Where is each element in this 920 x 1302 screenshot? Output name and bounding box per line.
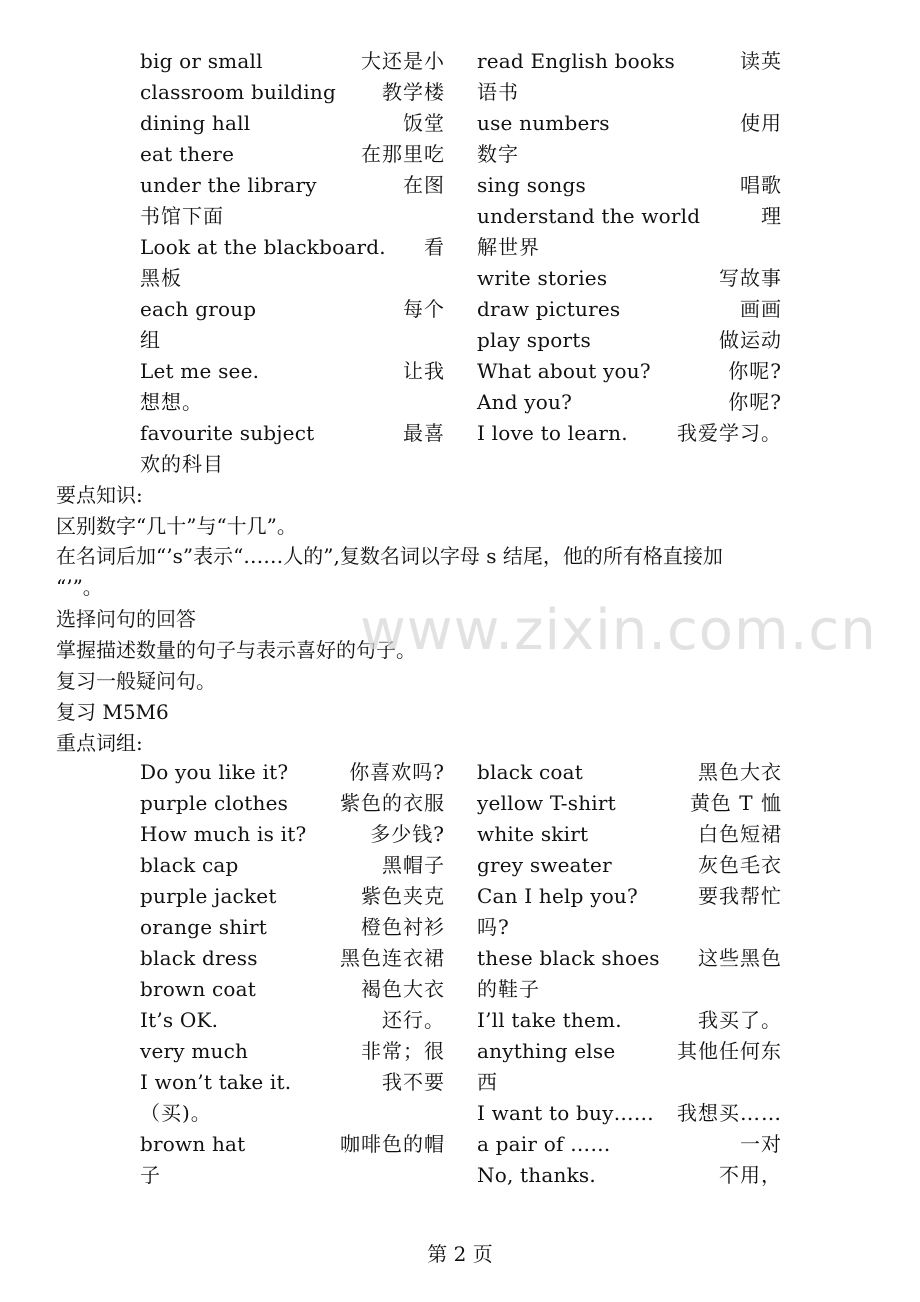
vocab-chinese: 还行。	[382, 1008, 445, 1032]
vocab-english: Look at the blackboard.	[140, 235, 386, 259]
vocab-chinese-continued: 的鞋子	[477, 977, 540, 1001]
vocab-english: sing songs	[477, 173, 586, 197]
vocab-chinese: 教学楼	[382, 80, 445, 104]
key-point-item: “’”。	[56, 575, 103, 599]
vocab-chinese: 非常；很	[361, 1039, 445, 1063]
vocab-row	[140, 139, 445, 170]
vocab-chinese: 多少钱?	[370, 822, 445, 846]
vocab-chinese: 在图	[403, 173, 445, 197]
vocab-english: classroom building	[140, 80, 336, 104]
vocab-row	[140, 356, 445, 387]
vocab-chinese: 黑帽子	[382, 853, 445, 877]
vocab-chinese: 黄色 T 恤	[689, 791, 782, 815]
vocab-chinese-continued: 西	[477, 1070, 498, 1094]
vocab-row	[477, 943, 782, 974]
watermark: www.zixin.com.cn	[360, 598, 877, 663]
vocab-chinese: 在那里吃	[361, 142, 445, 166]
vocab-english: play sports	[477, 328, 591, 352]
vocab-row	[477, 325, 782, 356]
vocab-row	[140, 1036, 445, 1067]
vocab-row	[140, 912, 445, 943]
vocab-chinese: 最喜	[403, 421, 445, 445]
vocab-row	[140, 1067, 445, 1098]
vocab-english: Can I help you?	[477, 884, 638, 908]
vocab-chinese: 每个	[403, 297, 445, 321]
vocab-english: I won’t take it.	[140, 1070, 292, 1094]
vocab-row	[140, 1005, 445, 1036]
vocab-chinese-continued: 解世界	[477, 235, 540, 259]
vocab-english: white skirt	[477, 822, 589, 846]
key-point-item: 在名词后加“’s”表示“……人的”,复数名词以字母 s 结尾，他的所有格直接加	[56, 544, 723, 568]
vocab-chinese: 我想买……	[677, 1101, 782, 1125]
vocab-row	[477, 170, 782, 201]
vocab-chinese: 褐色大衣	[361, 977, 445, 1001]
vocab-chinese: 紫色夹克	[361, 884, 445, 908]
vocab-row	[477, 1098, 782, 1129]
vocab-row	[140, 294, 445, 325]
vocab-row	[477, 201, 782, 232]
vocab-english: It’s OK.	[140, 1008, 219, 1032]
vocab-english: eat there	[140, 142, 235, 166]
vocab-english: big or small	[140, 49, 263, 73]
vocab-english: black coat	[477, 760, 584, 784]
vocab-chinese-continued: 想想。	[140, 390, 203, 414]
vocab-chinese: 我爱学习。	[677, 421, 782, 445]
vocab-chinese: 你喜欢吗?	[349, 760, 445, 784]
vocab-row	[140, 108, 445, 139]
vocab-chinese: 其他任何东	[677, 1039, 782, 1063]
vocab-row	[477, 1160, 782, 1191]
vocab-chinese: 不用，	[719, 1163, 782, 1187]
vocab-chinese-continued: （买)。	[140, 1101, 212, 1125]
vocab-chinese: 大还是小	[361, 49, 445, 73]
vocab-chinese-continued: 子	[140, 1163, 161, 1187]
vocab-english: purple jacket	[140, 884, 277, 908]
vocab-row	[140, 943, 445, 974]
vocab-english: Do you like it?	[140, 760, 289, 784]
key-points-title: 要点知识:	[56, 483, 143, 507]
key-point-item: 复习 M5M6	[56, 700, 169, 724]
vocab-english: I’ll take them.	[477, 1008, 622, 1032]
vocab-chinese: 白色短裙	[698, 822, 782, 846]
vocab-row	[140, 881, 445, 912]
vocab-chinese: 使用	[740, 111, 782, 135]
vocab-row	[477, 356, 782, 387]
vocab-english: under the library	[140, 173, 317, 197]
vocab-column-1-right	[477, 46, 782, 449]
vocab-chinese: 读英	[740, 49, 782, 73]
vocab-chinese: 看	[424, 235, 445, 259]
vocab-row	[140, 788, 445, 819]
key-point-item: 选择问句的回答	[56, 607, 196, 631]
page-number: 第 2 页	[427, 1242, 493, 1266]
vocab-english: these black shoes	[477, 946, 660, 970]
vocab-english: And you?	[477, 390, 573, 414]
vocab-row	[140, 77, 445, 108]
vocab-english: write stories	[477, 266, 608, 290]
vocab-english: a pair of ……	[477, 1132, 611, 1156]
vocab-row	[477, 46, 782, 77]
vocab-row	[477, 294, 782, 325]
vocab-chinese: 画画	[740, 297, 782, 321]
vocab-english: orange shirt	[140, 915, 267, 939]
vocab-english: anything else	[477, 1039, 616, 1063]
vocab-row	[140, 819, 445, 850]
vocab-row	[477, 1036, 782, 1067]
vocab-chinese: 你呢?	[728, 390, 782, 414]
vocab-row	[477, 1005, 782, 1036]
vocab-column-2-left	[140, 757, 445, 1191]
vocab-chinese: 橙色衬衫	[361, 915, 445, 939]
vocab-chinese: 你呢?	[728, 359, 782, 383]
vocab-row	[140, 1129, 445, 1160]
vocab-chinese: 要我帮忙	[698, 884, 782, 908]
vocab-chinese: 灰色毛衣	[698, 853, 782, 877]
vocab-chinese: 唱歌	[740, 173, 782, 197]
vocab-chinese-continued: 欢的科目	[140, 452, 224, 476]
vocab-chinese: 写故事	[719, 266, 782, 290]
vocab-chinese: 一对	[740, 1132, 782, 1156]
vocab-english: How much is it?	[140, 822, 307, 846]
vocab-row	[477, 881, 782, 912]
vocab-english: black dress	[140, 946, 258, 970]
vocab-english: grey sweater	[477, 853, 612, 877]
vocab-row	[477, 1129, 782, 1160]
vocab-chinese: 做运动	[719, 328, 782, 352]
vocab-row	[477, 757, 782, 788]
vocab-english: each group	[140, 297, 257, 321]
key-point-item: 掌握描述数量的句子与表示喜好的句子。	[56, 638, 416, 662]
vocab-chinese: 我买了。	[698, 1008, 782, 1032]
vocab-row	[477, 418, 782, 449]
vocab-chinese-continued: 组	[140, 328, 161, 352]
vocab-row	[140, 418, 445, 449]
vocab-english: use numbers	[477, 111, 610, 135]
vocab-english: purple clothes	[140, 791, 289, 815]
vocab-chinese-continued: 黑板	[140, 266, 182, 290]
vocab-chinese: 黑色连衣裙	[340, 946, 445, 970]
vocab-row	[477, 788, 782, 819]
vocab-chinese-continued: 数字	[477, 142, 519, 166]
vocab-row	[140, 974, 445, 1005]
vocab-row	[140, 232, 445, 263]
vocab-chinese: 这些黑色	[698, 946, 782, 970]
vocab-english: brown coat	[140, 977, 256, 1001]
vocab-english: No, thanks.	[477, 1163, 596, 1187]
vocab-english: I want to buy……	[477, 1101, 654, 1125]
vocab-chinese: 饭堂	[403, 111, 445, 135]
vocab-row	[140, 170, 445, 201]
vocab-chinese: 让我	[403, 359, 445, 383]
vocab-english: What about you?	[477, 359, 651, 383]
vocab-chinese-continued: 吗?	[477, 915, 510, 939]
vocab-english: draw pictures	[477, 297, 621, 321]
key-point-item: 复习一般疑问句。	[56, 669, 216, 693]
vocab-row	[477, 819, 782, 850]
vocab-english: dining hall	[140, 111, 251, 135]
vocab-chinese: 理	[761, 204, 782, 228]
vocab-chinese: 黑色大衣	[698, 760, 782, 784]
vocab-column-2-right	[477, 757, 782, 1191]
vocab-english: brown hat	[140, 1132, 246, 1156]
vocab-row	[477, 108, 782, 139]
key-point-item: 区别数字“几十”与“十几”。	[56, 514, 297, 538]
vocab-chinese: 我不要	[382, 1070, 445, 1094]
vocab-english: black cap	[140, 853, 239, 877]
vocab-chinese: 紫色的衣服	[340, 791, 445, 815]
vocab-english: I love to learn.	[477, 421, 628, 445]
vocab-english: read English books	[477, 49, 675, 73]
vocab-column-1-left	[140, 46, 445, 480]
vocab-chinese-continued: 书馆下面	[140, 204, 224, 228]
vocab-row	[477, 850, 782, 881]
vocab-row	[140, 850, 445, 881]
vocab-row	[477, 387, 782, 418]
vocab-english: Let me see.	[140, 359, 260, 383]
vocab-row	[140, 46, 445, 77]
vocab-row	[477, 263, 782, 294]
vocab-english: favourite subject	[140, 421, 315, 445]
vocab-english: very much	[140, 1039, 249, 1063]
vocab-chinese-continued: 语书	[477, 80, 519, 104]
vocab-row	[140, 757, 445, 788]
phrases-title: 重点词组:	[56, 731, 143, 755]
vocab-english: understand the world	[477, 204, 701, 228]
vocab-chinese: 咖啡色的帽	[340, 1132, 445, 1156]
vocab-english: yellow T-shirt	[477, 791, 616, 815]
